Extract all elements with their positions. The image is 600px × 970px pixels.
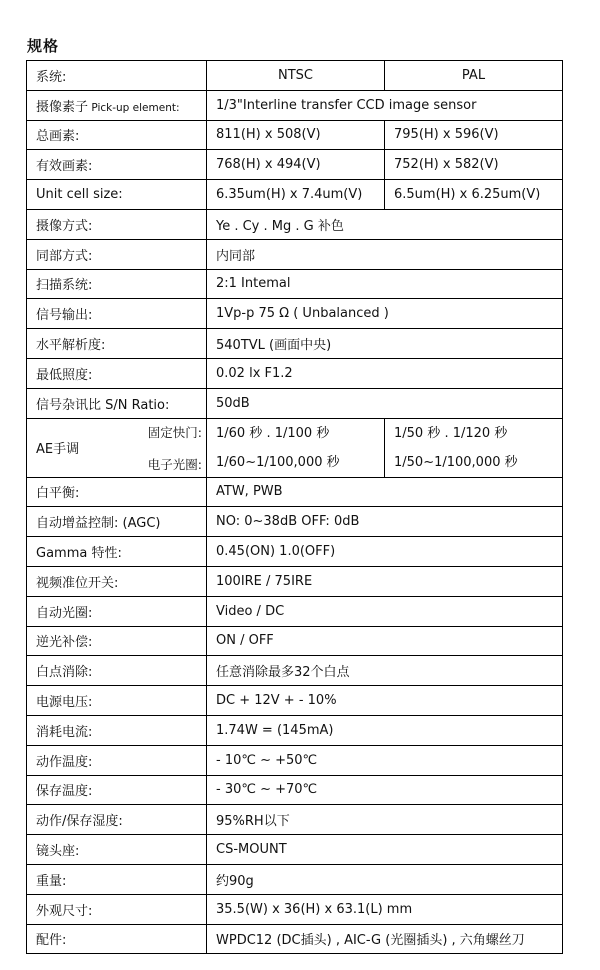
- ntsc-value: 811(H) x 508(V): [207, 120, 385, 150]
- row-label: Gamma 特性:: [27, 537, 207, 567]
- row-label: 重量:: [27, 864, 207, 894]
- row-value: 1Vp-p 75 Ω ( Unbalanced ): [207, 299, 563, 329]
- table-row: [27, 596, 563, 626]
- ntsc-header: NTSC: [207, 61, 385, 91]
- ae-iris-label: 电子光圈:: [147, 456, 202, 472]
- row-value: 内同部: [207, 239, 563, 269]
- label-cn: 摄像素子: [36, 99, 89, 115]
- row-label: 消耗电流:: [27, 715, 207, 745]
- row-label: 最低照度:: [27, 358, 207, 388]
- row-label: 自动增益控制: (AGC): [27, 507, 207, 537]
- table-row: [27, 239, 563, 269]
- row-value: 540TVL (画面中央): [207, 329, 563, 359]
- table-row: [27, 924, 563, 954]
- ae-label-cell: [27, 418, 207, 477]
- row-label: 保存温度:: [27, 775, 207, 805]
- row-value: Ye . Cy . Mg . G 补色: [207, 209, 563, 239]
- row-label: 镜头座:: [27, 835, 207, 865]
- ntsc-value: 6.35um(H) x 7.4um(V): [207, 180, 385, 210]
- row-value: - 30℃ ~ +70℃: [207, 775, 563, 805]
- table-row: [27, 120, 563, 150]
- ae-shutter-label: 固定快门:: [147, 424, 202, 440]
- row-label: 白平衡:: [27, 477, 207, 507]
- table-row: [27, 835, 563, 865]
- row-value: DC + 12V + - 10%: [207, 686, 563, 716]
- table-row: [27, 388, 563, 418]
- row-label: 有效画素:: [27, 150, 207, 180]
- row-label: 视频准位开关:: [27, 566, 207, 596]
- row-label: 动作温度:: [27, 745, 207, 775]
- ae-label: AE手调: [36, 442, 80, 458]
- row-value: 0.45(ON) 1.0(OFF): [207, 537, 563, 567]
- row-value: 1.74W = (145mA): [207, 715, 563, 745]
- row-value: NO: 0~38dB OFF: 0dB: [207, 507, 563, 537]
- row-label: 总画素:: [27, 120, 207, 150]
- table-row: [27, 775, 563, 805]
- row-label: 白点消除:: [27, 656, 207, 686]
- table-row: [27, 180, 563, 210]
- table-row: [27, 715, 563, 745]
- row-label: 同部方式:: [27, 239, 207, 269]
- table-row: [27, 329, 563, 359]
- row-value: 0.02 lx F1.2: [207, 358, 563, 388]
- table-row: [27, 894, 563, 924]
- row-value: - 10℃ ~ +50℃: [207, 745, 563, 775]
- pal-value: 752(H) x 582(V): [385, 150, 563, 180]
- ae-ntsc-shutter: 1/60 秒 . 1/100 秒: [216, 425, 330, 441]
- page-title: 规格: [27, 37, 60, 55]
- ae-pal-iris: 1/50~1/100,000 秒: [394, 454, 518, 470]
- spec-table: [26, 60, 563, 954]
- table-row: [27, 477, 563, 507]
- table-row: [27, 90, 563, 120]
- row-label: 外观尺寸:: [27, 894, 207, 924]
- row-label: 摄像方式:: [27, 209, 207, 239]
- row-value: 约90g: [207, 864, 563, 894]
- row-value: 1/3"Interline transfer CCD image sensor: [207, 90, 563, 120]
- table-row: [27, 507, 563, 537]
- row-value: ATW, PWB: [207, 477, 563, 507]
- pal-value: 6.5um(H) x 6.25um(V): [385, 180, 563, 210]
- table-row: [27, 358, 563, 388]
- row-value: 2:1 Intemal: [207, 269, 563, 299]
- row-label: Unit cell size:: [27, 180, 207, 210]
- table-row: [27, 209, 563, 239]
- table-row: [27, 805, 563, 835]
- row-value: 35.5(W) x 36(H) x 63.1(L) mm: [207, 894, 563, 924]
- label-en: Pick-up element:: [88, 101, 180, 114]
- ae-pal-shutter: 1/50 秒 . 1/120 秒: [394, 425, 508, 441]
- row-value: WPDC12 (DC插头) , AIC-G (光圈插头) , 六角螺丝刀: [207, 924, 563, 954]
- row-label: 逆光补偿:: [27, 626, 207, 656]
- row-label: 信号输出:: [27, 299, 207, 329]
- ae-ntsc-iris: 1/60~1/100,000 秒: [216, 454, 340, 470]
- row-value: ON / OFF: [207, 626, 563, 656]
- row-label: 自动光圈:: [27, 596, 207, 626]
- row-label: 系统:: [27, 61, 207, 91]
- table-row: [27, 686, 563, 716]
- row-label: 水平解析度:: [27, 329, 207, 359]
- row-value: 95%RH以下: [207, 805, 563, 835]
- table-row: [27, 566, 563, 596]
- row-label: [27, 90, 207, 120]
- pal-header: PAL: [385, 61, 563, 91]
- table-row: [27, 864, 563, 894]
- row-value: 100IRE / 75IRE: [207, 566, 563, 596]
- table-row: [27, 656, 563, 686]
- ae-ntsc-cell: [207, 418, 385, 477]
- table-row: [27, 537, 563, 567]
- row-value: Video / DC: [207, 596, 563, 626]
- pal-value: 795(H) x 596(V): [385, 120, 563, 150]
- row-value: 50dB: [207, 388, 563, 418]
- row-value: 任意消除最多32个白点: [207, 656, 563, 686]
- ae-pal-cell: [385, 418, 563, 477]
- table-row: [27, 745, 563, 775]
- row-label: 电源电压:: [27, 686, 207, 716]
- table-header-row: [27, 61, 563, 91]
- row-label: 配件:: [27, 924, 207, 954]
- ae-row: [27, 418, 563, 477]
- table-row: [27, 299, 563, 329]
- row-label: 扫描系统:: [27, 269, 207, 299]
- row-value: CS-MOUNT: [207, 835, 563, 865]
- row-label: 动作/保存湿度:: [27, 805, 207, 835]
- table-row: [27, 626, 563, 656]
- row-label: 信号杂讯比 S/N Ratio:: [27, 388, 207, 418]
- table-row: [27, 269, 563, 299]
- ntsc-value: 768(H) x 494(V): [207, 150, 385, 180]
- table-row: [27, 150, 563, 180]
